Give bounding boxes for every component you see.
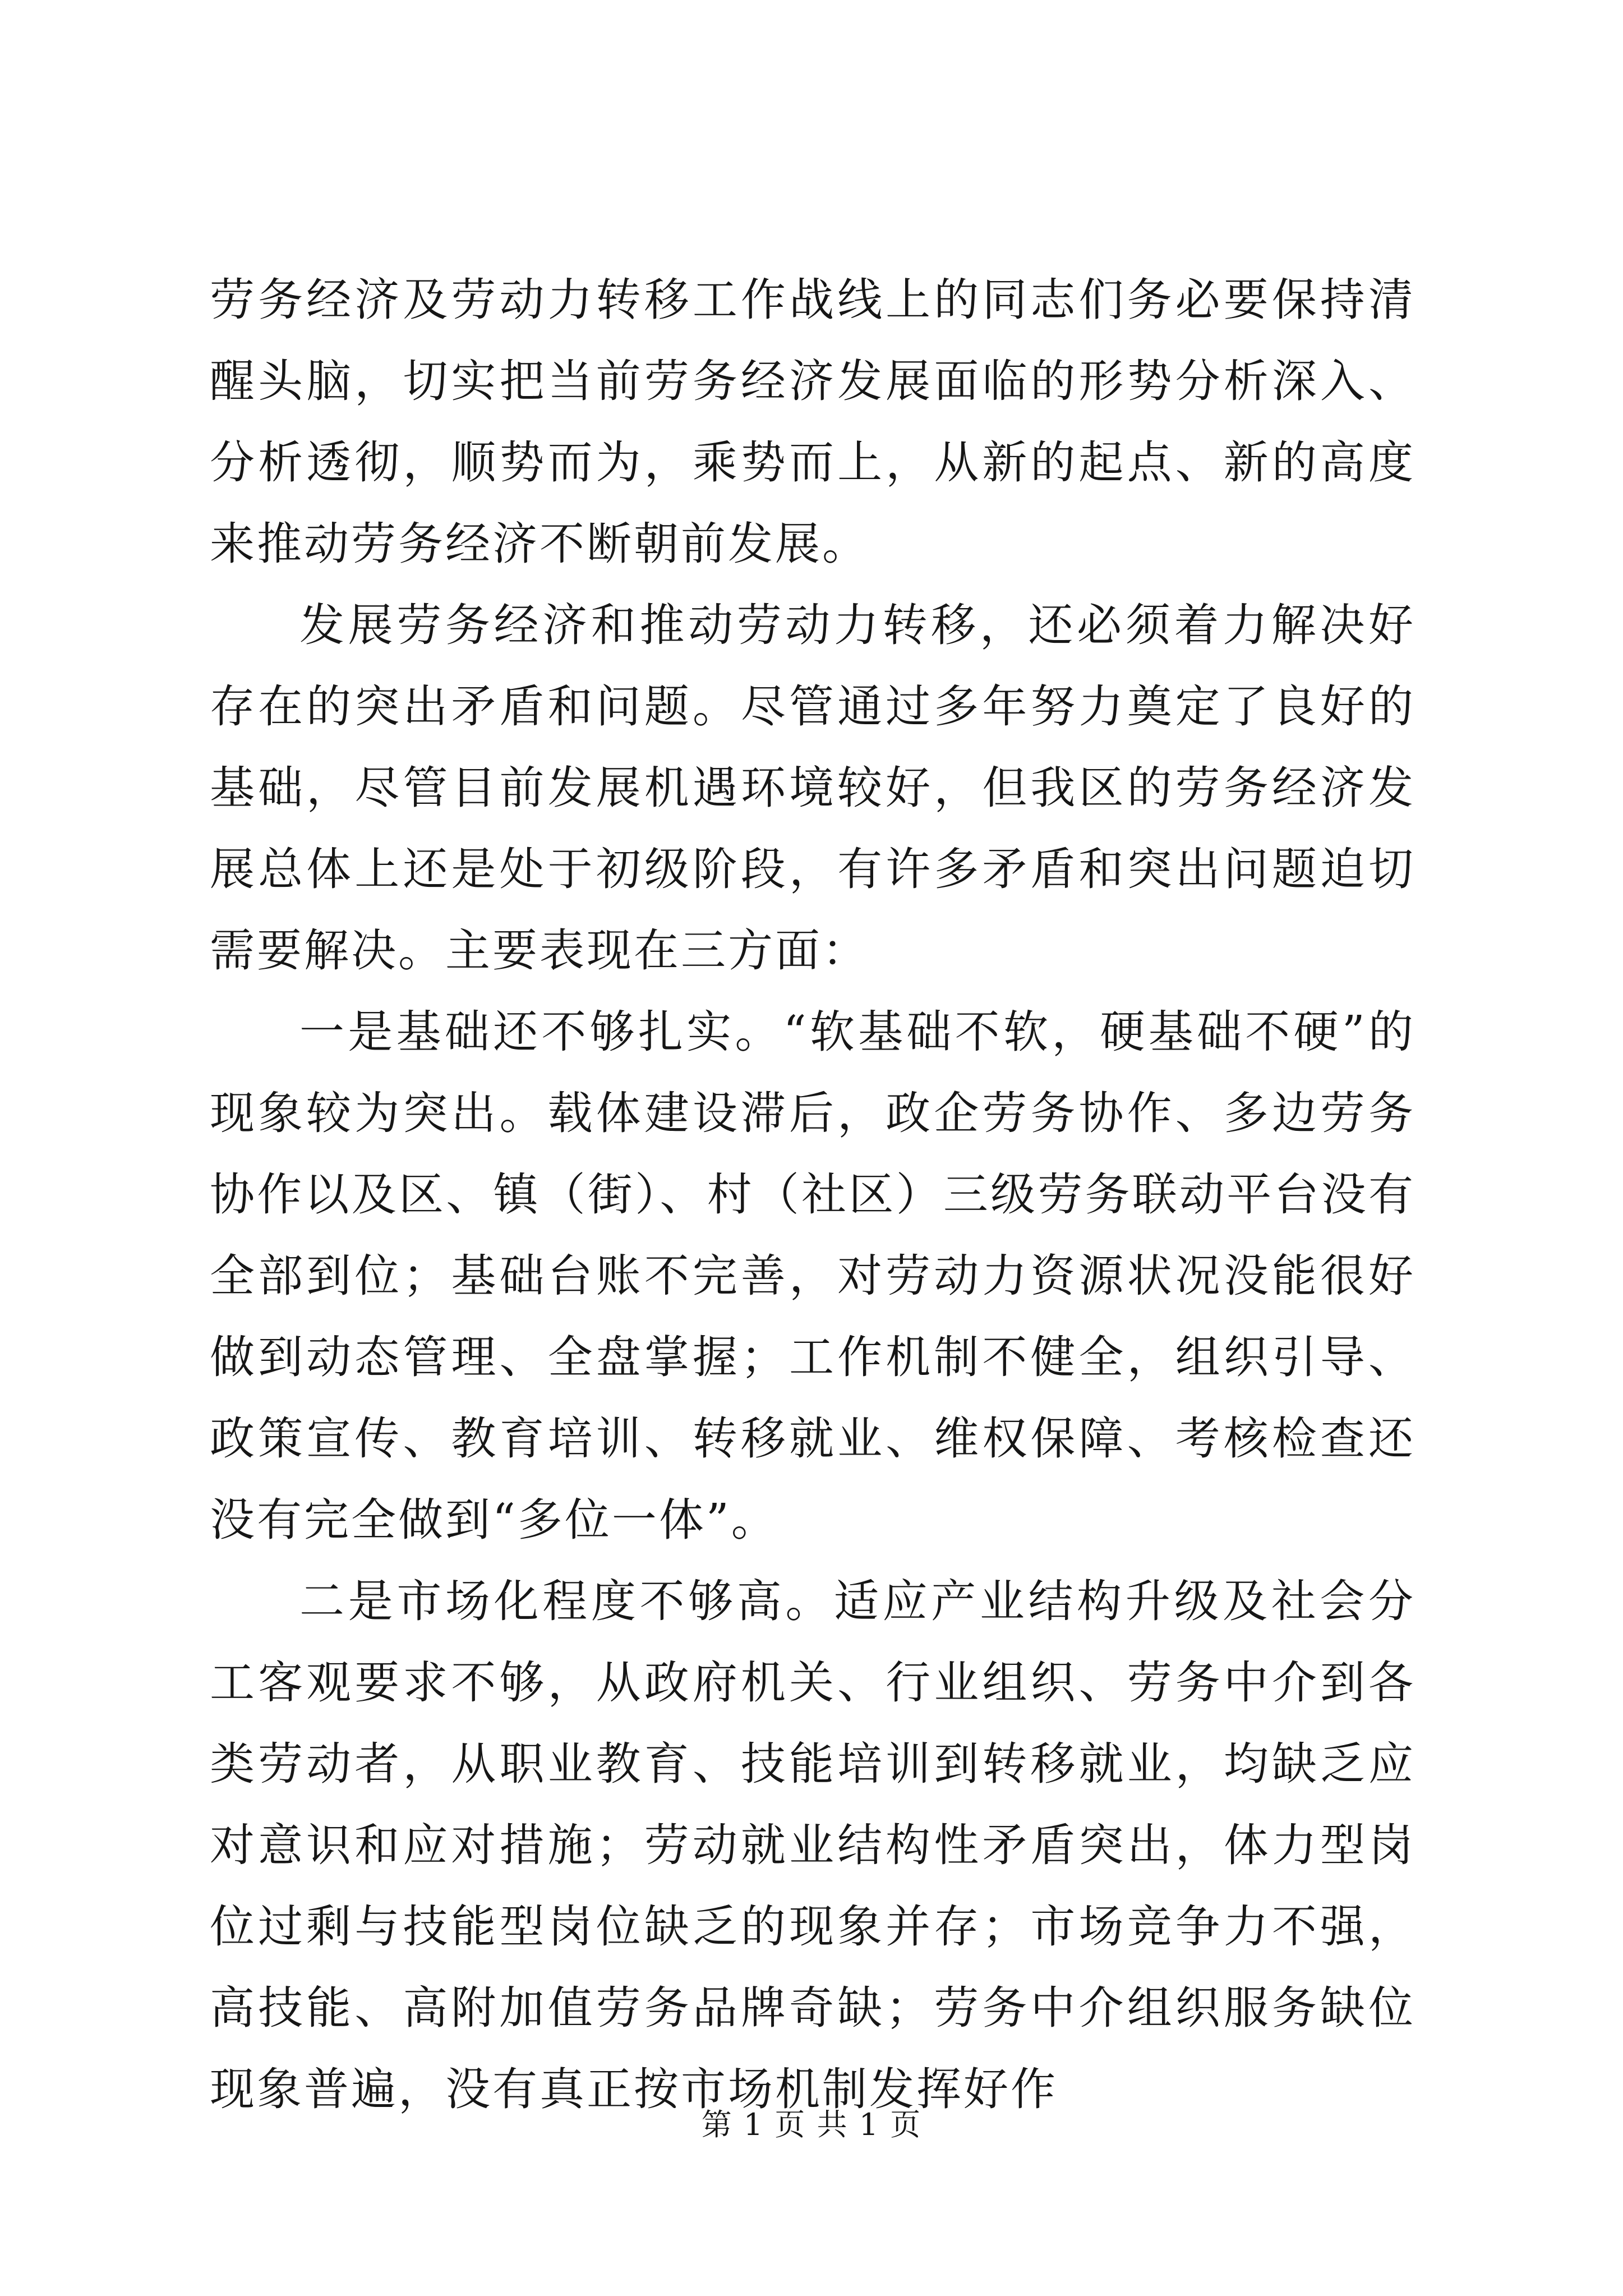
page-footer: 第 1 页 共 1 页 <box>701 2107 922 2142</box>
paragraph-continuation: 劳务经济及劳动力转移工作战线上的同志们务必要保持清醒头脑，切实把当前劳务经济发展面临的形势分析深入、分析透彻，顺势而为，乘势而上，从新的起点、新的高度来推动劳务经济不断朝前发展。 <box>210 274 1415 570</box>
paragraph-main-problems: 发展劳务经济和推动劳动力转移，还必须着力解决好存在的突出矛盾和问题。尽管通过多年努力奠定了良好的基础，尽管目前发展机遇环境较好，但我区的劳务经济发展总体上还是处于初级阶段，有许多矛盾和突出问题迫切需要解决。主要表现在三方面： <box>210 599 1415 977</box>
paragraph-point-one: 一是基础还不够扎实。“软基础不软，硬基础不硬”的现象较为突出。载体建设滞后，政企劳务协作、多边劳务协作以及区、镇（街）、村（社区）三级劳务联动平台没有全部到位；基础台账不完善，对劳动力资源状况没能很好做到动态管理、全盘掌握；工作机制不健全，组织引导、政策宣传、教育培训、转移就业、维权保障、考核检查还没有完全做到“多位一体”。 <box>210 1006 1415 1546</box>
paragraph-point-two: 二是市场化程度不够高。适应产业结构升级及社会分工客观要求不够，从政府机关、行业组织、劳务中介到各类劳动者，从职业教育、技能培训到转移就业，均缺乏应对意识和应对措施；劳动就业结构性矛盾突出，体力型岗位过剩与技能型岗位缺乏的现象并存；市场竞争力不强，高技能、高附加值劳务品牌奇缺；劳务中介组织服务缺位现象普遍，没有真正按市场机制发挥好作 <box>210 1575 1415 2115</box>
document-body <box>210 259 1415 2130</box>
